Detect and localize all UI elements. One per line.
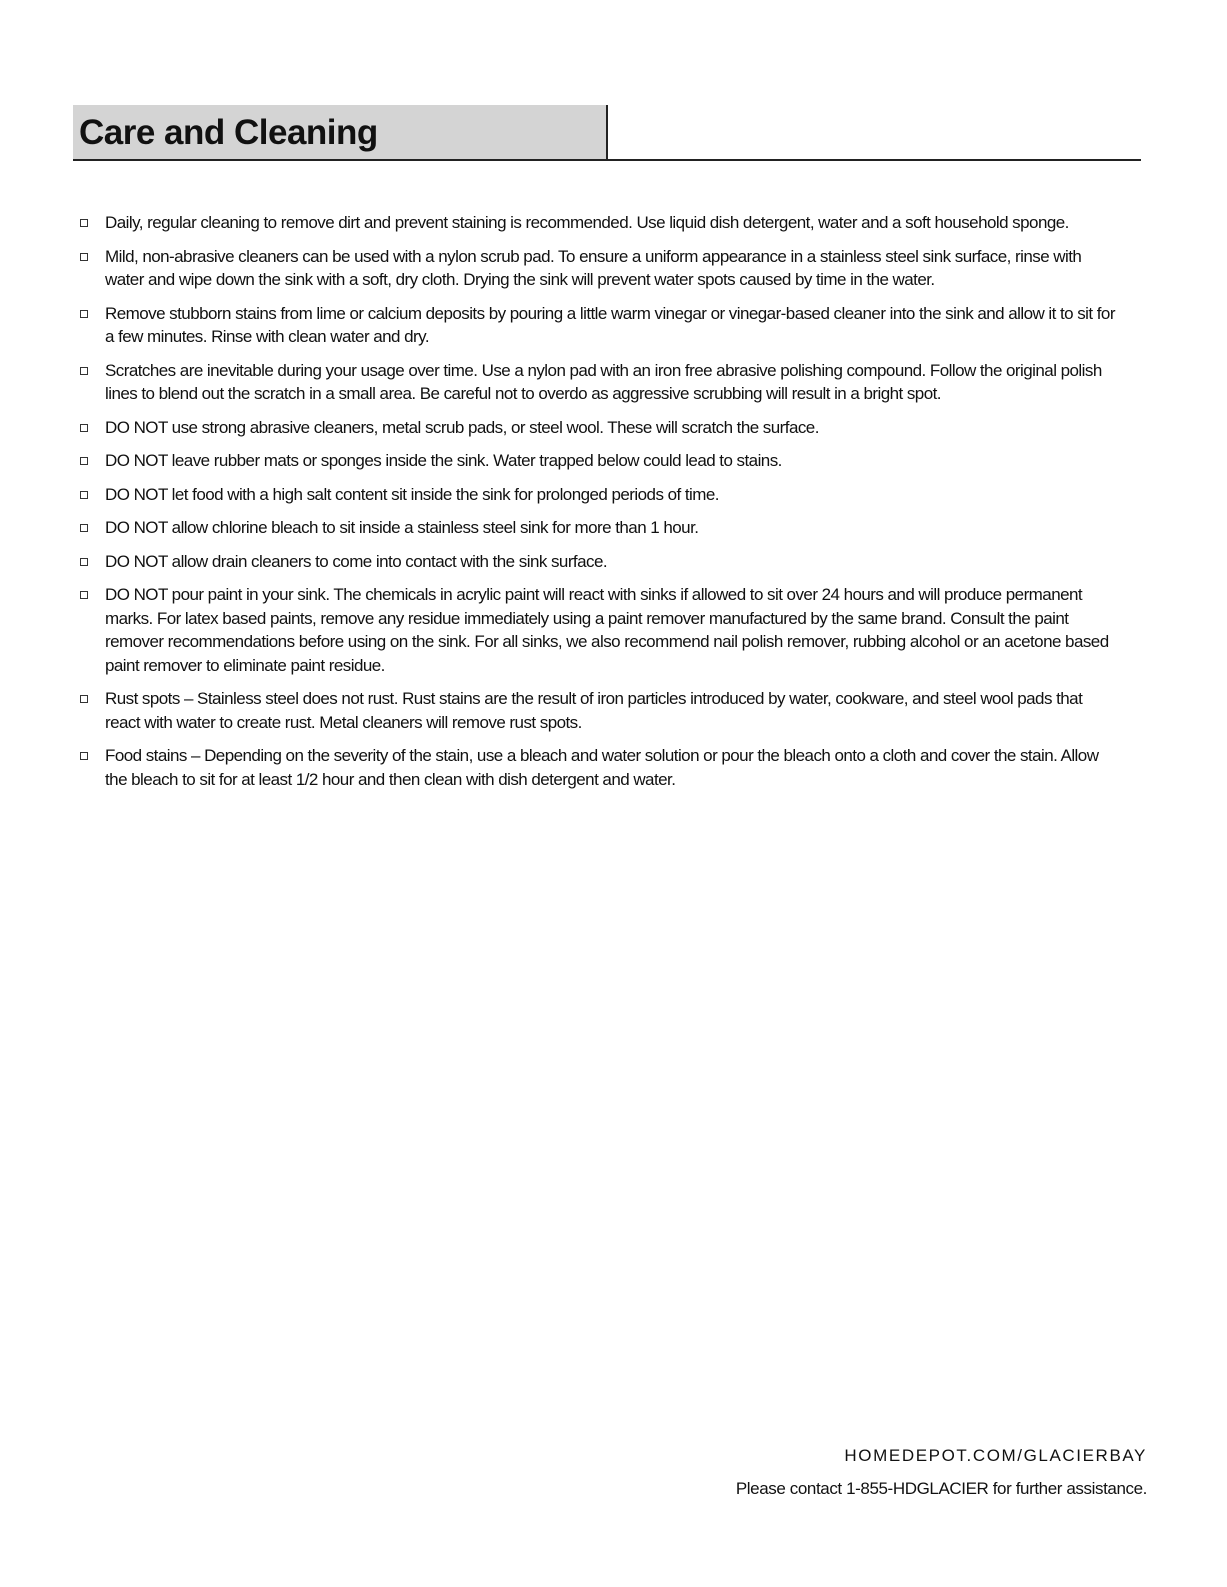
checkbox-bullet-icon xyxy=(80,310,88,318)
list-item-text: DO NOT allow chlorine bleach to sit inside a stainless steel sink for more than 1 hour. xyxy=(105,518,699,537)
contact-line: Please contact 1-855-HDGLACIER for further assistance. xyxy=(735,1479,1147,1498)
list-item xyxy=(78,744,1118,791)
list-item xyxy=(78,211,1118,235)
checkbox-bullet-icon xyxy=(80,695,88,703)
page-title: Care and Cleaning xyxy=(79,113,378,152)
list-item xyxy=(78,687,1118,734)
list-item-text: Daily, regular cleaning to remove dirt and prevent staining is recommended. Use liquid dish detergent, water and a soft household sponge. xyxy=(105,213,1069,232)
list-item xyxy=(78,302,1118,349)
list-item-text: DO NOT let food with a high salt content sit inside the sink for prolonged periods of time. xyxy=(105,484,719,504)
list-item xyxy=(78,449,1118,473)
website-url: HOMEDEPOT.COM/GLACIERBAY xyxy=(844,1446,1147,1465)
list-item-text: Mild, non-abrasive cleaners can be used with a nylon scrub pad. To ensure a uniform appearance in a stainless steel sink surface, rinse with water and wipe down the sink with a soft, dry cloth. Drying the sink will prevent water spots caused by time in the water. xyxy=(105,246,1082,289)
list-item-text: Rust spots – Stainless steel does not rust. Rust stains are the result of iron particles introduced by water, cookware, and steel wool pads that react with water to create rust. Metal cleaners will remove rust spots. xyxy=(105,689,1083,732)
list-item xyxy=(78,245,1118,292)
header-divider xyxy=(606,105,608,160)
checkbox-bullet-icon xyxy=(80,457,88,465)
header-rule xyxy=(73,159,1141,161)
checkbox-bullet-icon xyxy=(80,491,88,499)
checkbox-bullet-icon xyxy=(80,219,88,227)
section-header xyxy=(73,105,608,160)
checkbox-bullet-icon xyxy=(80,424,88,432)
checkbox-bullet-icon xyxy=(80,367,88,375)
list-item xyxy=(78,583,1118,677)
list-item-text: Scratches are inevitable during your usage over time. Use a nylon pad with an iron free abrasive polishing compound. Follow the original polish lines to blend out the scratch in a small area. Be careful not to overdo as aggressive scrubbing will result in a bright spot. xyxy=(105,360,1102,403)
list-item-text: DO NOT use strong abrasive cleaners, metal scrub pads, or steel wool. These will scratch the surface. xyxy=(105,417,819,437)
list-item xyxy=(78,416,1118,440)
list-item-text: DO NOT pour paint in your sink. The chemicals in acrylic paint will react with sinks if allowed to sit over 24 hours and will produce permanent marks. For latex based paints, remove any residue immediately using a paint remover manufactured by the same brand. Consult the paint remover recommendations before using on the sink. For all sinks, we also recommend nail polish remover, rubbing alcohol or an acetone based paint remover to eliminate paint residue. xyxy=(105,585,1109,675)
checkbox-bullet-icon xyxy=(80,591,88,599)
list-item xyxy=(78,550,1118,574)
checkbox-bullet-icon xyxy=(80,558,88,566)
list-item xyxy=(78,483,1118,507)
list-item-text: Remove stubborn stains from lime or calcium deposits by pouring a little warm vinegar or vinegar-based cleaner into the sink and allow it to sit for a few minutes. Rinse with clean water and dry. xyxy=(105,303,1115,346)
list-item-text: DO NOT leave rubber mats or sponges inside the sink. Water trapped below could lead to stains. xyxy=(105,451,782,470)
checkbox-bullet-icon xyxy=(80,752,88,760)
care-instructions-list xyxy=(78,211,1118,801)
checkbox-bullet-icon xyxy=(80,253,88,261)
list-item xyxy=(78,516,1118,540)
checkbox-bullet-icon xyxy=(80,524,88,532)
list-item-text: Food stains – Depending on the severity of the stain, use a bleach and water solution or pour the bleach onto a cloth and cover the stain. Allow the bleach to sit for at least 1/2 hour and then clean with dish detergent and water. xyxy=(105,746,1099,789)
list-item-text: DO NOT allow drain cleaners to come into contact with the sink surface. xyxy=(105,551,608,571)
list-item xyxy=(78,359,1118,406)
